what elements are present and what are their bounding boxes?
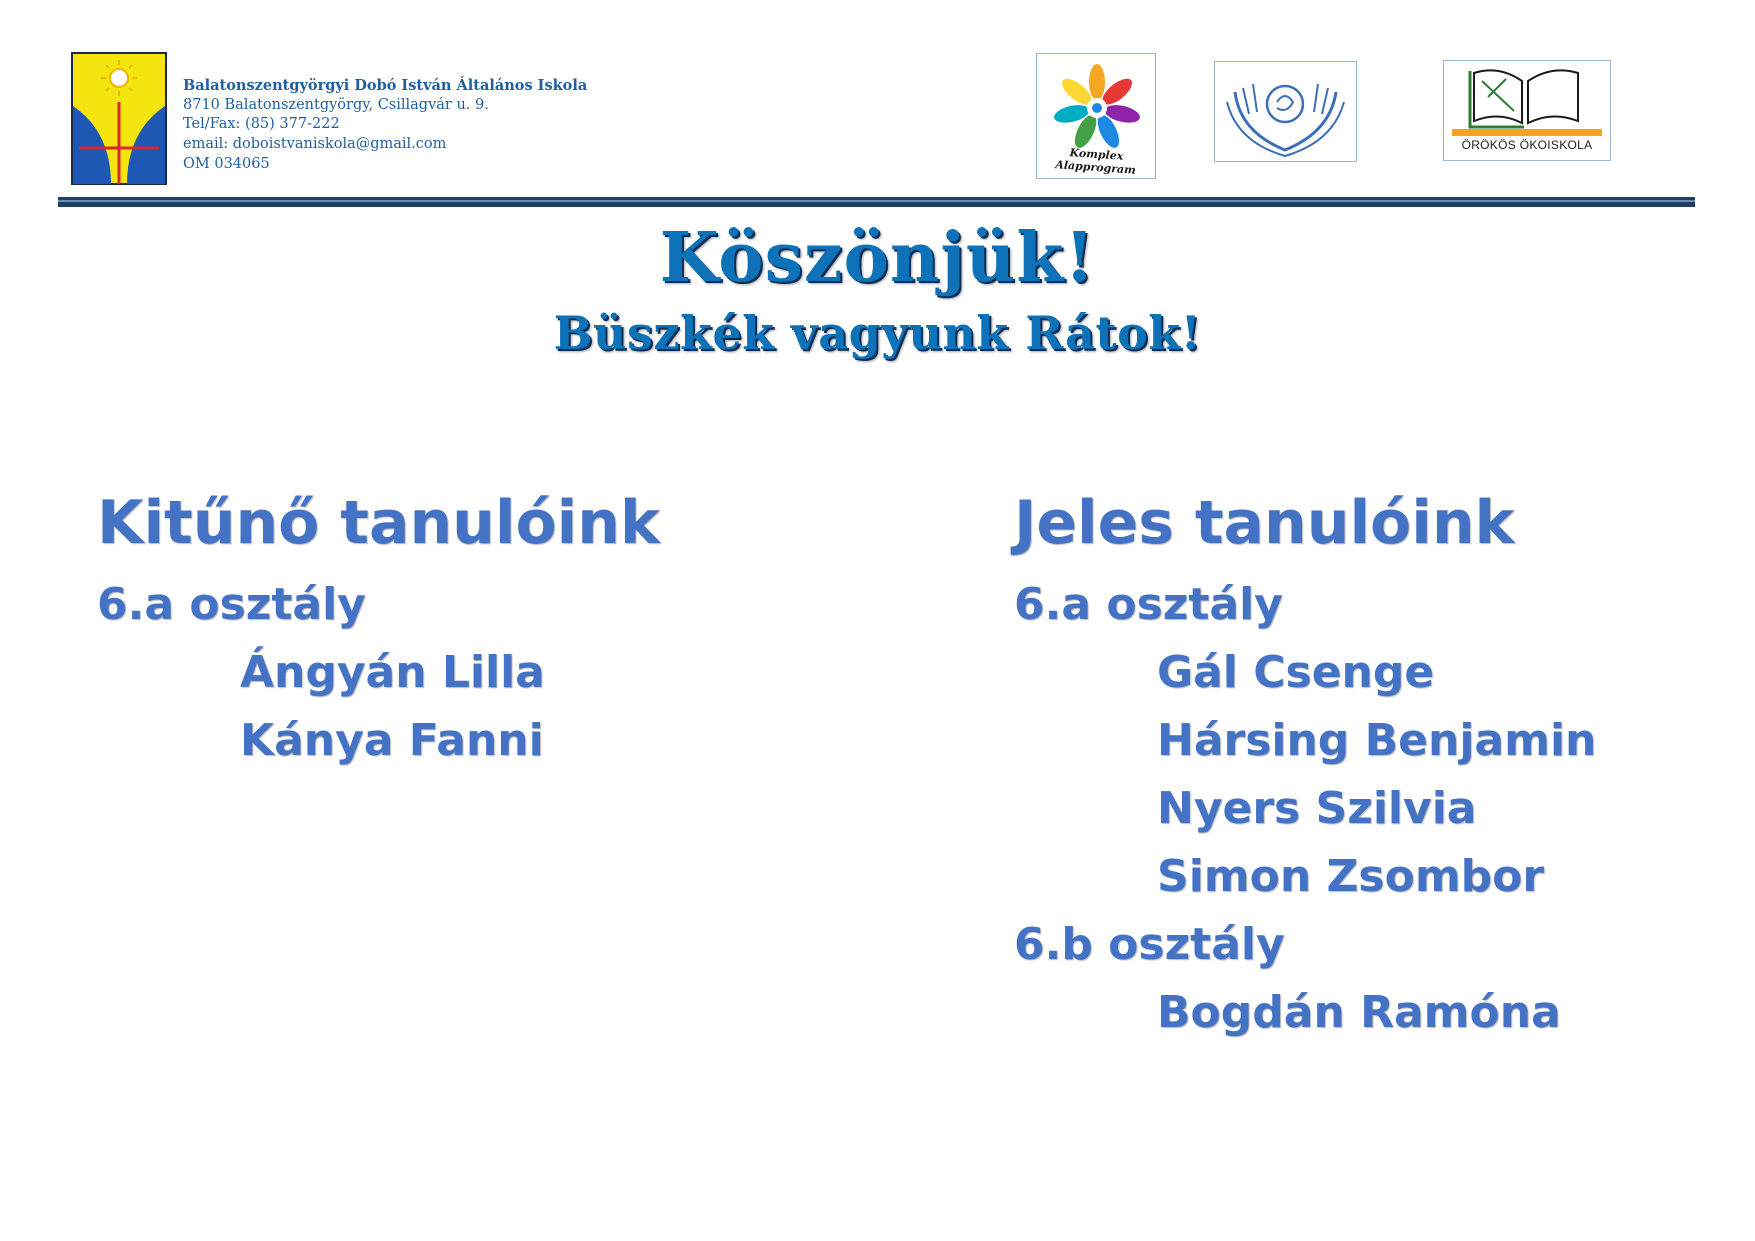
school-address: 8710 Balatonszentgyörgy, Csillagvár u. 9. — [183, 96, 489, 113]
student-name: Simon Zsombor — [1157, 851, 1545, 902]
school-phone: Tel/Fax: (85) 377-222 — [183, 116, 340, 133]
orokos-okoiskola-logo — [1443, 60, 1611, 161]
student-name: Ángyán Lilla — [240, 647, 545, 698]
class-label: 6.a osztály — [1014, 579, 1283, 630]
page-subtitle: Büszkék vagyunk Rátok! — [553, 306, 1202, 360]
good-students-column — [1014, 485, 1596, 1047]
school-email: email: doboistvaniskola@gmail.com — [183, 136, 447, 153]
header-divider — [58, 197, 1695, 207]
column-heading: Jeles tanulóink — [1014, 488, 1515, 558]
student-name: Hársing Benjamin — [1157, 715, 1597, 766]
page-title: Köszönjük! — [659, 218, 1096, 298]
column-heading: Kitűnő tanulóink — [97, 488, 660, 558]
school-name: Balatonszentgyörgyi Dobó István Általános Iskola — [183, 77, 588, 94]
komplex-alapprogram-logo — [1036, 53, 1156, 179]
student-name: Bogdán Ramóna — [1157, 987, 1561, 1038]
komplex-label: Komplex Alapprogram — [1054, 146, 1137, 177]
school-om: OM 034065 — [183, 155, 270, 172]
hands-logo — [1214, 61, 1357, 162]
excellent-students-column — [97, 485, 660, 775]
student-name: Nyers Szilvia — [1157, 783, 1477, 834]
oko-label: ÖRÖKÖS ÖKOISKOLA — [1461, 138, 1593, 152]
student-name: Gál Csenge — [1157, 647, 1435, 698]
school-logo — [71, 52, 167, 185]
class-label: 6.b osztály — [1014, 919, 1285, 970]
class-label: 6.a osztály — [97, 579, 366, 630]
student-name: Kánya Fanni — [240, 715, 544, 766]
school-info — [183, 76, 587, 175]
